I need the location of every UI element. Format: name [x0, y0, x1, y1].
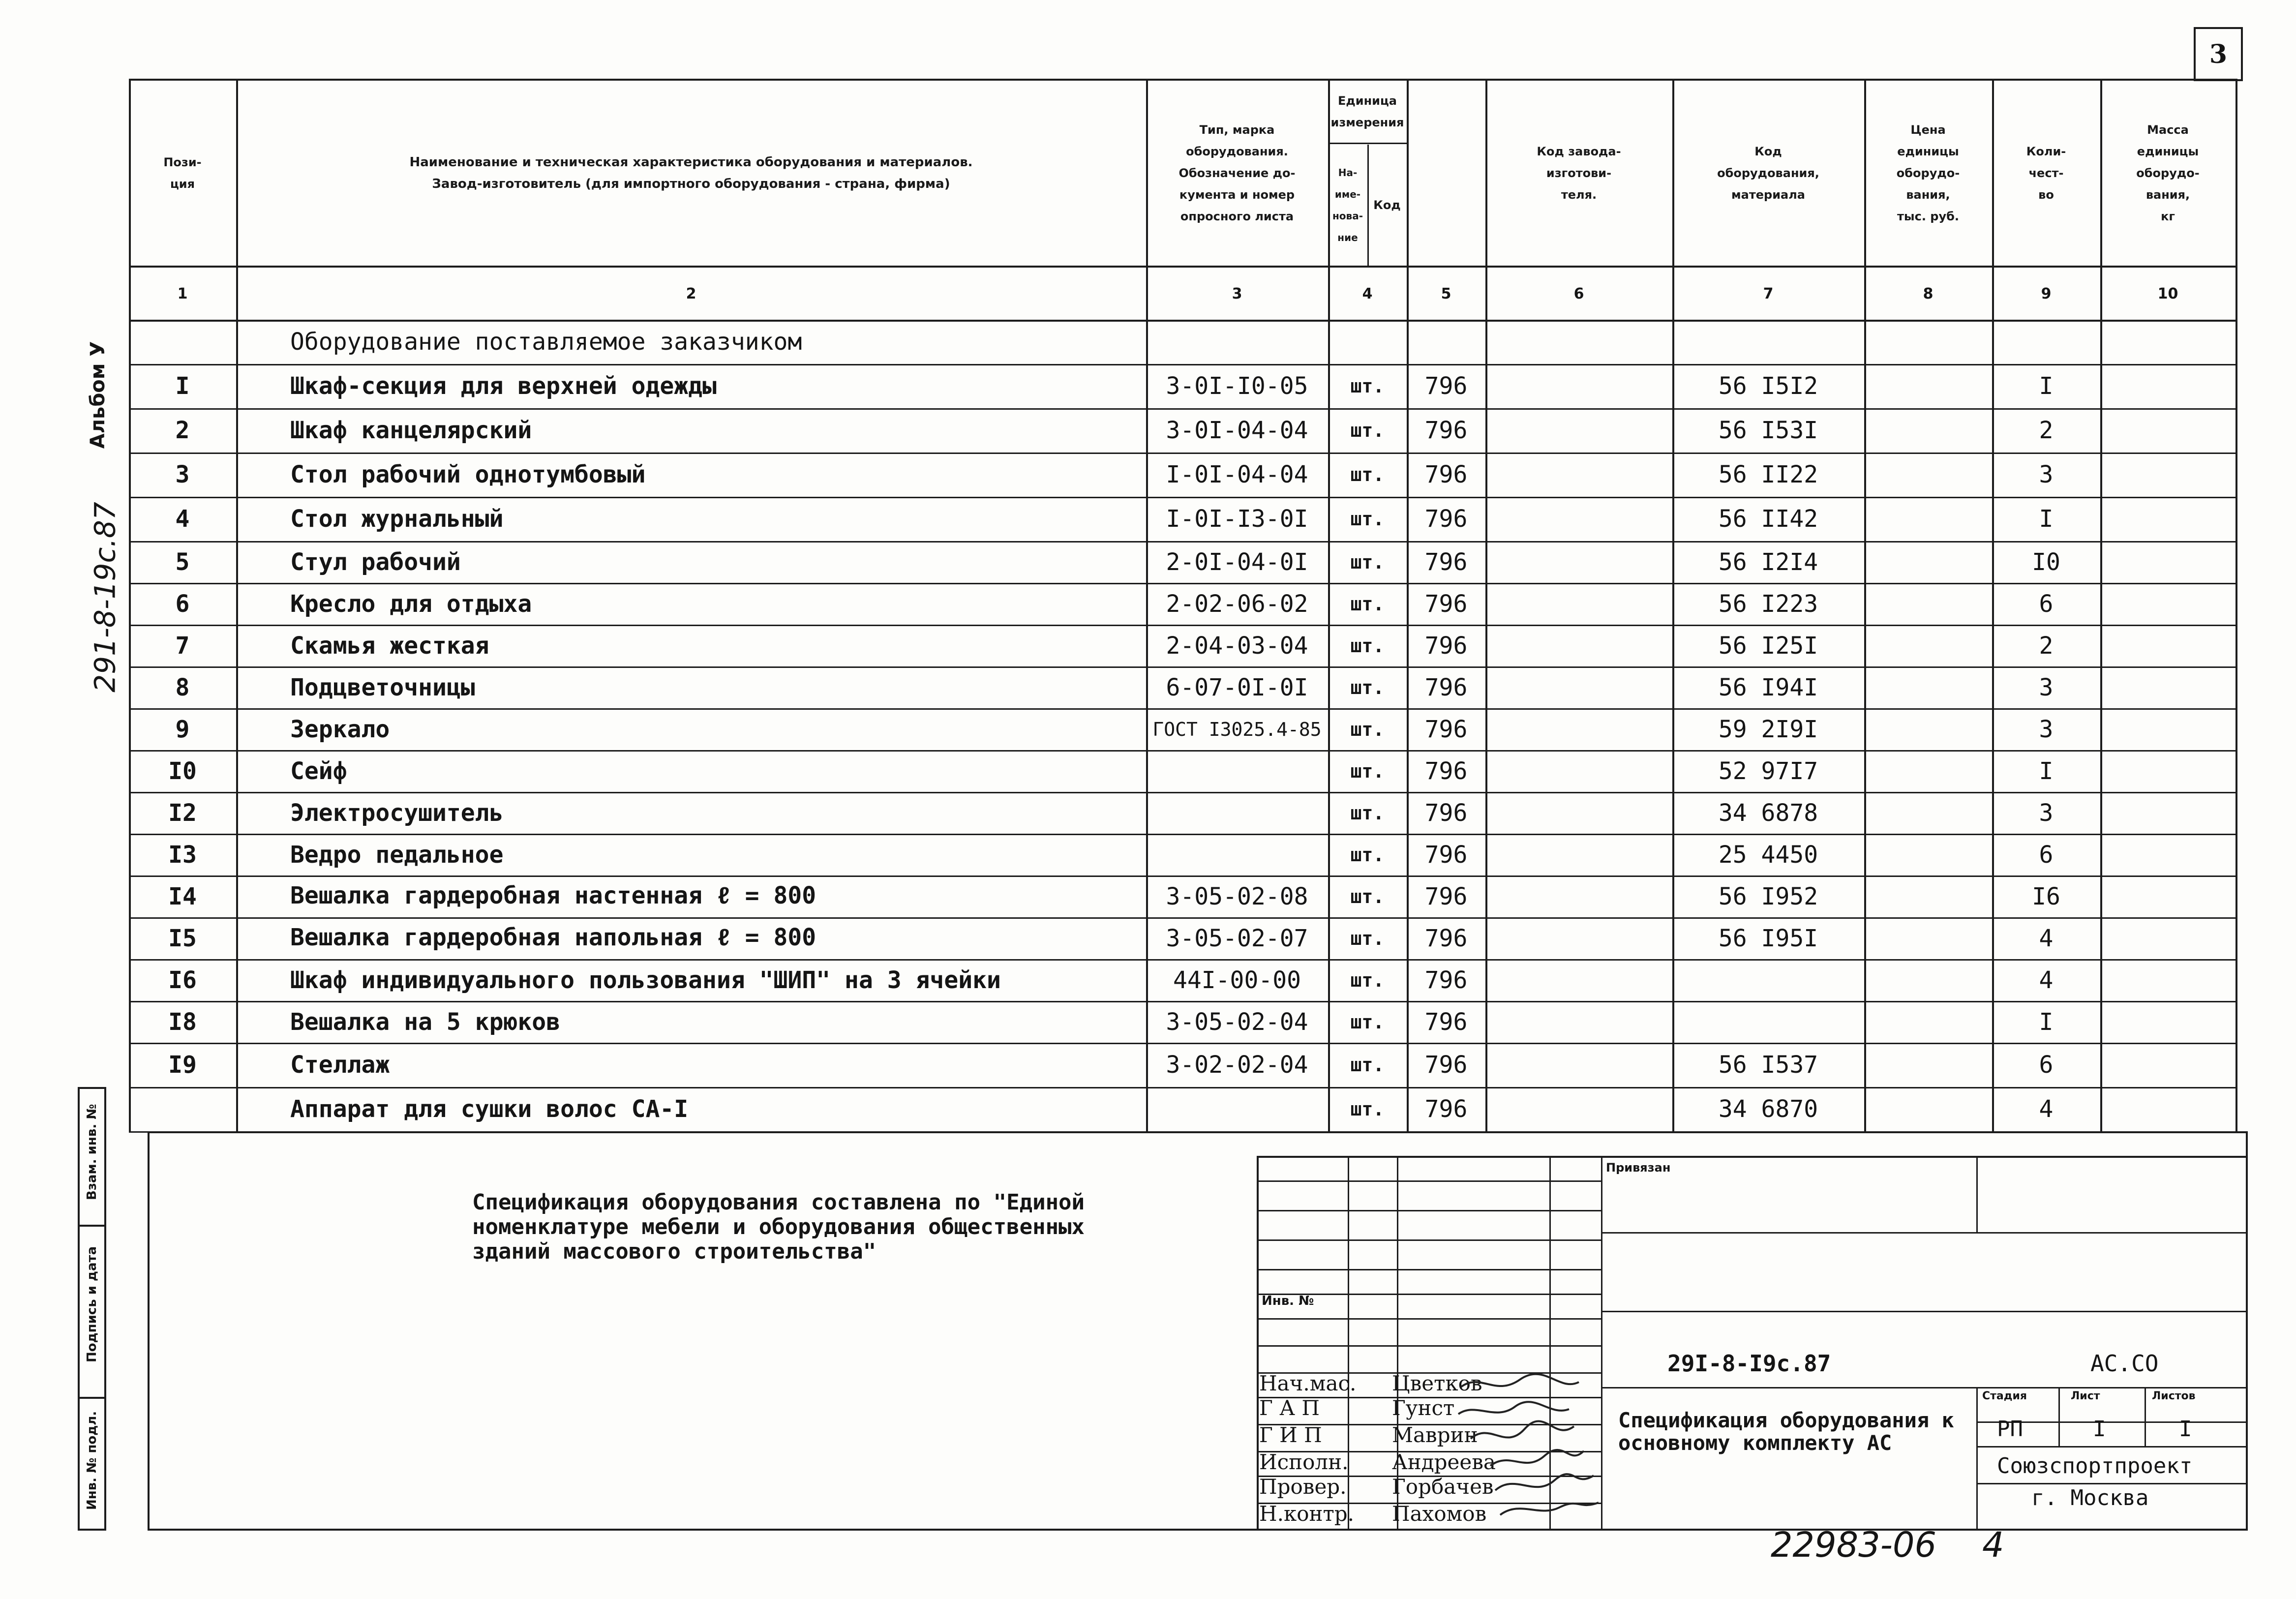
sheets-label: Листов	[2152, 1390, 2196, 1402]
column-number: 6	[1573, 285, 1584, 302]
row-name: Шкаф канцелярский	[290, 417, 532, 444]
row-equipment-code	[1672, 959, 1864, 1001]
row-quantity: 6	[2039, 590, 2054, 618]
margin-label-replace: Взам. инв. №	[85, 1104, 99, 1200]
column-number: 1	[177, 285, 188, 302]
row-quantity: I6	[2032, 882, 2060, 910]
row-quantity: 4	[2039, 966, 2054, 994]
row-doc: ГОСТ I3025.4-85	[1152, 718, 1322, 740]
row-position: I9	[168, 1051, 197, 1079]
row-doc: I-0I-I3-0I	[1166, 505, 1308, 533]
row-position: I3	[168, 841, 197, 869]
row-doc: I-0I-04-04	[1166, 461, 1308, 488]
row-equipment-code: 56 I2I4	[1718, 548, 1818, 576]
row-unit: шт.	[1350, 802, 1385, 824]
row-name: Вешалка гардеробная настенная ℓ = 800	[290, 882, 816, 909]
signatory-name: Пахомов	[1392, 1502, 1487, 1526]
rule-line	[1257, 1180, 1601, 1182]
section-title: Оборудование поставляемое заказчиком	[290, 328, 802, 356]
row-name: Стол журнальный	[290, 505, 504, 533]
side-code: 291-8-19с.87	[88, 502, 122, 693]
signatory-name: Гунст	[1392, 1396, 1455, 1420]
signatory-name: Андреева	[1392, 1450, 1496, 1474]
row-unit-code: 796	[1424, 924, 1468, 952]
row-equipment-code: 56 I537	[1718, 1051, 1818, 1079]
document-title: Спецификация оборудования к основному комплекту АС	[1618, 1408, 1954, 1455]
header-mass: Масса единицы оборудо- вания, кг	[2136, 123, 2200, 223]
header-unit-name: На- име- нова- ние	[1332, 167, 1363, 243]
row-name: Скамья жесткая	[290, 632, 489, 660]
row-position: I0	[168, 757, 197, 785]
row-name: Подцветочницы	[290, 673, 475, 701]
row-position: I5	[168, 924, 197, 952]
signatory-role: Исполн.	[1259, 1450, 1349, 1474]
rule-line	[1976, 1446, 2246, 1448]
rule-line	[1257, 1156, 1601, 1157]
signatory-role: Н.контр.	[1259, 1502, 1354, 1526]
row-position: I4	[168, 882, 197, 910]
row-equipment-code: 56 II22	[1718, 461, 1818, 488]
row-doc	[1146, 1087, 1328, 1131]
row-doc: 3-05-02-07	[1166, 924, 1308, 952]
row-unit: шт.	[1350, 718, 1385, 740]
row-position: 2	[175, 417, 190, 444]
row-unit-code: 796	[1424, 966, 1468, 994]
row-name: Стул рабочий	[290, 548, 461, 576]
rule-line	[1601, 1232, 2246, 1234]
row-position: 8	[175, 673, 190, 701]
rule-line	[1257, 1345, 1601, 1347]
row-unit: шт.	[1350, 844, 1385, 866]
rule-line	[2058, 1387, 2060, 1446]
row-name: Стол рабочий однотумбовый	[290, 461, 646, 488]
row-position: 4	[175, 505, 190, 533]
row-name: Кресло для отдыха	[290, 590, 532, 618]
privyazan-label: Привязан	[1606, 1161, 1671, 1175]
column-number: 9	[2041, 285, 2052, 302]
row-doc: 3-0I-04-04	[1166, 417, 1308, 444]
row-doc	[1146, 792, 1328, 834]
header-price: Цена единицы оборудо- вания, тыс. руб.	[1896, 123, 1960, 223]
rule-line	[1976, 1156, 1978, 1232]
rule-line	[1257, 1269, 1601, 1270]
row-equipment-code: 56 I25I	[1718, 632, 1818, 660]
header-unit: Единица измерения	[1330, 94, 1404, 129]
header-quantity: Коли- чест- во	[2026, 145, 2066, 202]
row-equipment-code: 52 97I7	[1718, 757, 1818, 785]
row-position: I2	[168, 799, 197, 827]
signatory-name: Маврин	[1392, 1423, 1478, 1447]
row-unit: шт.	[1350, 634, 1385, 657]
rule-line	[2145, 1387, 2146, 1446]
row-equipment-code: 59 2I9I	[1718, 715, 1818, 743]
row-quantity: I	[2039, 372, 2054, 400]
row-name: Зеркало	[290, 715, 390, 743]
row-doc: 2-0I-04-0I	[1166, 548, 1308, 576]
row-name: Аппарат для сушки волос СА-I	[290, 1095, 689, 1123]
signatory-name: Горбачев	[1392, 1475, 1494, 1499]
header-equipment-code: Код оборудования, материала	[1717, 145, 1819, 202]
row-position: 9	[175, 715, 190, 743]
organization-name: Союзспортпроект	[1997, 1453, 2193, 1478]
row-equipment-code: 25 4450	[1718, 841, 1818, 869]
rule-line	[2236, 79, 2237, 1131]
rule-line	[1328, 143, 1407, 144]
row-unit-code: 796	[1424, 1051, 1468, 1079]
row-unit-code: 796	[1424, 1095, 1468, 1123]
row-quantity: I	[2039, 505, 2054, 533]
header-unit-code: Код	[1373, 198, 1401, 212]
rule-line	[1976, 1387, 1978, 1529]
row-name: Электросушитель	[290, 799, 504, 827]
header-name: Наименование и техническая характеристика оборудования и материалов. Завод-изготовитель (для импортного оборудования - страна, фирма)	[409, 155, 973, 191]
row-equipment-code: 34 6870	[1718, 1095, 1818, 1123]
rule-line	[148, 1131, 150, 1530]
rule-line	[1257, 1529, 1601, 1530]
stage-value: РП	[1997, 1417, 2023, 1442]
column-number: 4	[1362, 285, 1373, 302]
row-quantity: I	[2039, 1008, 2054, 1036]
row-quantity: 2	[2039, 632, 2054, 660]
row-doc: 2-04-03-04	[1166, 632, 1308, 660]
row-equipment-code: 56 I952	[1718, 882, 1818, 910]
signatory-role: Г И П	[1259, 1423, 1322, 1447]
signatory-role: Провер.	[1259, 1475, 1347, 1499]
row-name: Шкаф индивидуального пользования "ШИП" на 3 ячейки	[290, 966, 1001, 994]
album-label: Альбом У	[87, 341, 110, 449]
header-type-doc: Тип, марка оборудования. Обозначение до- кумента и номер опросного листа	[1178, 123, 1296, 223]
row-unit-code: 796	[1424, 417, 1468, 444]
row-position: 3	[175, 461, 190, 488]
row-name: Шкаф-секция для верхней одежды	[290, 372, 717, 400]
row-unit-code: 796	[1424, 548, 1468, 576]
row-equipment-code: 56 I95I	[1718, 924, 1818, 952]
row-unit: шт.	[1350, 375, 1385, 397]
row-unit-code: 796	[1424, 372, 1468, 400]
row-position: I	[175, 372, 190, 400]
row-quantity: I0	[2032, 548, 2060, 576]
column-number: 7	[1763, 285, 1774, 302]
row-quantity: 3	[2039, 715, 2054, 743]
row-unit: шт.	[1350, 464, 1385, 485]
rule-line	[1257, 1318, 1601, 1320]
row-position: I8	[168, 1008, 197, 1036]
row-unit: шт.	[1350, 593, 1385, 615]
row-quantity: 6	[2039, 1051, 2054, 1079]
sheet-label: Лист	[2071, 1390, 2100, 1402]
row-unit-code: 796	[1424, 841, 1468, 869]
signatory-role: Г А П	[1259, 1396, 1320, 1420]
bottom-page-number: 4	[1982, 1525, 2004, 1565]
column-number: 8	[1923, 285, 1933, 302]
rule-line	[1257, 1239, 1601, 1241]
signatory-name: Цветков	[1392, 1371, 1482, 1395]
rule-line	[148, 1131, 2248, 1133]
row-unit: шт.	[1350, 1054, 1385, 1076]
row-quantity: 3	[2039, 461, 2054, 488]
rule-line	[1407, 143, 1409, 266]
header-manufacturer-code: Код завода- изготови- теля.	[1537, 145, 1621, 202]
row-equipment-code	[1672, 1001, 1864, 1043]
row-doc	[1146, 750, 1328, 792]
bottom-archive-number: 22983-06	[1771, 1525, 1937, 1565]
row-doc: 44I-00-00	[1173, 966, 1301, 994]
row-quantity: 4	[2039, 1095, 2054, 1123]
row-name: Вешалка гардеробная напольная ℓ = 800	[290, 924, 816, 951]
specification-note: Спецификация оборудования составлена по "Единой номенклатуре мебели и оборудования общественных зданий массового строительства"	[472, 1190, 1085, 1264]
sheet-value: I	[2093, 1417, 2106, 1442]
signatory-role: Нач.мас.	[1259, 1371, 1357, 1395]
column-number: 2	[686, 285, 696, 302]
stage-label: Стадия	[1982, 1390, 2027, 1402]
row-unit-code: 796	[1424, 505, 1468, 533]
row-quantity: I	[2039, 757, 2054, 785]
row-doc: 3-02-02-04	[1166, 1051, 1308, 1079]
row-equipment-code: 56 I5I2	[1718, 372, 1818, 400]
row-unit-code: 796	[1424, 632, 1468, 660]
margin-label-sign-date: Подпись и дата	[85, 1246, 99, 1362]
row-unit: шт.	[1350, 420, 1385, 441]
row-unit: шт.	[1350, 969, 1385, 991]
column-number: 10	[2157, 285, 2178, 302]
row-unit-code: 796	[1424, 882, 1468, 910]
row-unit-code: 796	[1424, 715, 1468, 743]
sheets-value: I	[2179, 1417, 2192, 1442]
document-code: 29I-8-I9с.87	[1667, 1350, 1831, 1377]
row-doc: 3-05-02-04	[1166, 1008, 1308, 1036]
rule-line	[1601, 1311, 2246, 1312]
row-unit-code: 796	[1424, 673, 1468, 701]
row-equipment-code: 34 6878	[1718, 799, 1818, 827]
row-unit-code: 796	[1424, 799, 1468, 827]
row-equipment-code: 56 II42	[1718, 505, 1818, 533]
row-name: Вешалка на 5 крюков	[290, 1008, 561, 1036]
rule-line	[2246, 1131, 2248, 1531]
rule-line	[1257, 1210, 1601, 1211]
sheet-number: 3	[2209, 39, 2228, 69]
row-quantity: 6	[2039, 841, 2054, 869]
row-name: Стеллаж	[290, 1051, 390, 1079]
row-quantity: 4	[2039, 924, 2054, 952]
row-unit-code: 796	[1424, 1008, 1468, 1036]
column-number: 5	[1441, 285, 1451, 302]
margin-label-inv-no: Инв. № подл.	[85, 1411, 99, 1510]
row-position: 6	[175, 590, 190, 618]
row-quantity: 3	[2039, 799, 2054, 827]
row-doc	[1146, 834, 1328, 875]
row-position: 5	[175, 548, 190, 576]
row-unit: шт.	[1350, 551, 1385, 573]
row-unit: шт.	[1350, 1011, 1385, 1033]
inv-no-label: Инв. №	[1262, 1294, 1314, 1308]
row-quantity: 3	[2039, 673, 2054, 701]
row-equipment-code: 56 I53I	[1718, 417, 1818, 444]
row-doc: 3-0I-I0-05	[1166, 372, 1308, 400]
row-unit: шт.	[1350, 676, 1385, 698]
row-unit-code: 796	[1424, 590, 1468, 618]
row-position: 7	[175, 632, 190, 660]
organization-city: г. Москва	[2031, 1485, 2149, 1510]
header-position: Пози- ция	[163, 155, 202, 191]
rule-line	[1257, 1156, 1258, 1529]
row-unit-code: 796	[1424, 757, 1468, 785]
row-equipment-code: 56 I94I	[1718, 673, 1818, 701]
row-doc: 2-02-06-02	[1166, 590, 1308, 618]
signatures-scribble	[1451, 1367, 1707, 1525]
document-mark: АС.СО	[2090, 1350, 2159, 1377]
row-position	[129, 1087, 236, 1131]
row-doc: 6-07-0I-0I	[1166, 673, 1308, 701]
rule-line	[1976, 1483, 2246, 1484]
row-unit: шт.	[1350, 885, 1385, 907]
row-position: I6	[168, 966, 197, 994]
row-unit: шт.	[1350, 927, 1385, 949]
row-unit: шт.	[1350, 1098, 1385, 1120]
column-number: 3	[1232, 285, 1242, 302]
row-quantity: 2	[2039, 417, 2054, 444]
row-name: Сейф	[290, 757, 347, 785]
row-equipment-code: 56 I223	[1718, 590, 1818, 618]
row-unit: шт.	[1350, 760, 1385, 782]
row-unit-code: 796	[1424, 461, 1468, 488]
row-name: Ведро педальное	[290, 841, 504, 869]
row-unit: шт.	[1350, 508, 1385, 530]
row-doc: 3-05-02-08	[1166, 882, 1308, 910]
